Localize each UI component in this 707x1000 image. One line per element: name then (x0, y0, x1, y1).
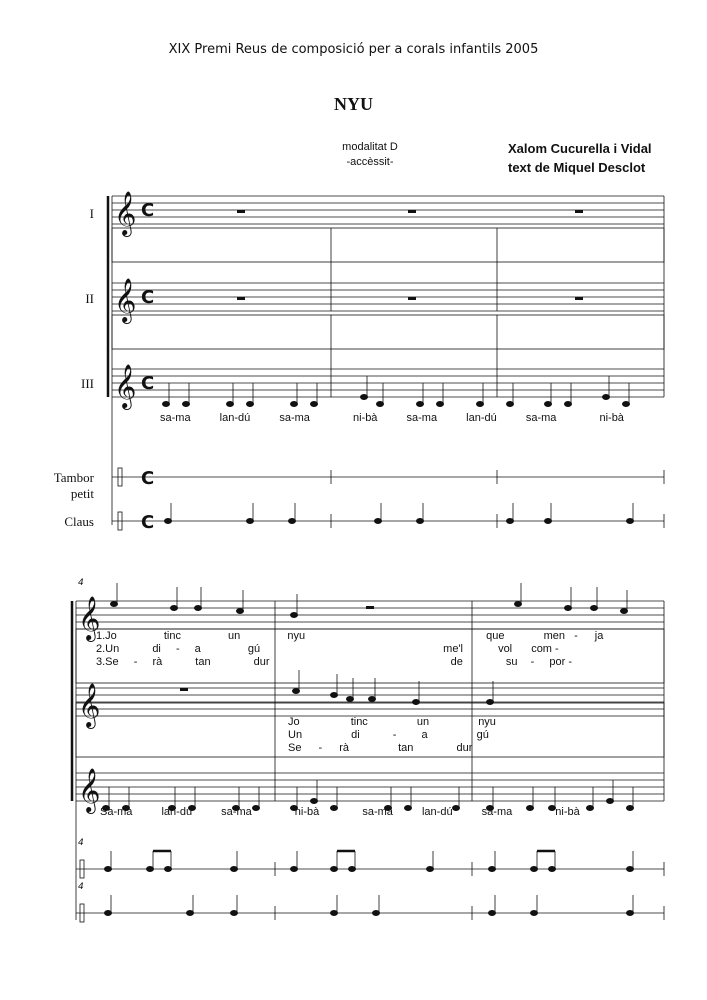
svg-text:C: C (141, 287, 155, 308)
part-label-claus: Claus (64, 514, 94, 529)
part-label-tambor: Tambor (53, 470, 94, 485)
lyrics-III-system1: sa-ma lan-dú sa-ma ni-bà sa-ma lan-dú sa-ma ni-bà (160, 412, 624, 424)
composer-name: Xalom Cucurella i Vidal (508, 141, 652, 156)
svg-text:C: C (141, 373, 155, 394)
text-credit: text de Miquel Desclot (508, 160, 646, 175)
svg-text:4: 4 (78, 838, 84, 848)
staff2-I (76, 601, 664, 629)
lyrics-I-verse1: 1.Jo tinc un nyu que men - ja (96, 630, 604, 642)
staff2-III (76, 773, 664, 801)
staff2-II (76, 688, 664, 716)
part-label-I: I (89, 206, 94, 221)
competition-title: XIX Premi Reus de composició per a corals infantils 2005 (168, 42, 539, 57)
lyrics-II-verse2: Un di - a gú (288, 729, 489, 741)
treble-clef-II: 𝄞 (114, 278, 137, 322)
treble-clef2-III: 𝄞 (78, 768, 101, 812)
staff-III (112, 369, 664, 397)
svg-text:4: 4 (78, 882, 84, 892)
lyrics-II-verse3: Se - rà tan dur (288, 742, 473, 754)
svg-text:C: C (141, 468, 155, 489)
lyrics-I-verse3: 3.Se - rà tan dur de su - por - (96, 656, 572, 668)
lyrics-II-verse1: Jo tinc un nyu (288, 716, 496, 728)
measure-number: 4 (78, 578, 84, 588)
treble-clef-III: 𝄞 (114, 364, 137, 408)
part-label-III: III (81, 376, 94, 391)
lyrics-I-verse2: 2.Un di - a gú me'l vol com - (96, 643, 559, 655)
part-label-II: II (85, 291, 94, 306)
treble-clef2-I: 𝄞 (78, 596, 101, 640)
lyrics-III-system2: Sa-ma lan-dú sa-ma ni-bà sa-ma lan-dú sa-ma ni-bà (100, 806, 580, 818)
modality-label: modalitat D (342, 141, 398, 153)
treble-clef2-II: 𝄞 (78, 683, 101, 727)
treble-clef-I: 𝄞 (114, 191, 137, 235)
part-label-petit: petit (70, 486, 94, 501)
svg-text:C: C (141, 512, 155, 533)
award-label: -accèssit- (346, 156, 394, 168)
svg-text:C: C (141, 200, 155, 221)
piece-title: NYU (334, 94, 373, 114)
